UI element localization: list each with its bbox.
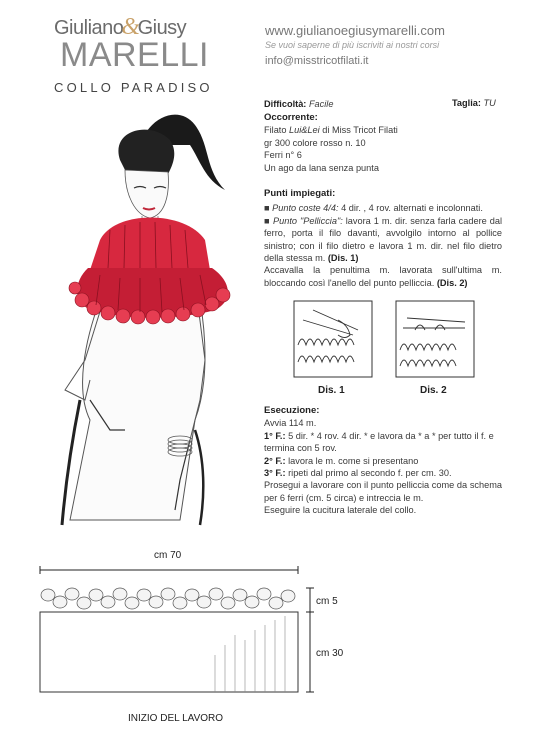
diagram-2-label: Dis. 2 — [420, 385, 447, 396]
finish-instructions: Eseguire la cucitura laterale del collo. — [264, 505, 417, 516]
schema-start-label: INIZIO DEL LAVORO — [128, 713, 224, 724]
diagram-1 — [293, 300, 373, 378]
knitting-schema — [30, 560, 330, 705]
fur-stitch: ■ Punto "Pelliccia": lavora 1 m. dir. senza farla cadere dal ferro, porta il filo davanti, avvolgilo intorno al pollice sinistro; con il filo dietro e lavora 1 m. dir. nel filo dietro della stessa m. (Dis. 1) — [264, 215, 502, 264]
course-subtitle: Se vuoi saperne di più iscriviti ai nostri corsi — [265, 40, 440, 50]
cast-on: Avvia 114 m. — [264, 418, 317, 429]
brand-line1: Giuliano&Giusy — [54, 14, 187, 40]
materials-weight: gr 300 colore rosso n. 10 — [264, 137, 366, 148]
schema-top-band-label: cm 5 — [316, 596, 338, 607]
materials-yarn: Filato Lui&Lei di Miss Tricot Filati — [264, 125, 398, 136]
fur-stitch-continued: Accavalla la penultima m. lavorata sull'ultima m. bloccando così l'anello del punto pelliccia. (Dis. 2) — [264, 265, 502, 288]
execution-section — [264, 405, 502, 517]
size-value: TU — [483, 98, 496, 108]
diagram-2 — [395, 300, 475, 378]
execution-heading: Esecuzione: — [264, 405, 320, 416]
difficulty-value: Facile — [308, 99, 334, 109]
diagram-1-label: Dis. 1 — [318, 385, 345, 396]
brand-logo: MARELLI — [60, 36, 209, 74]
stitches-heading: Punti impiegati: — [264, 188, 336, 199]
fashion-illustration — [30, 100, 255, 540]
pattern-title: COLLO PARADISO — [54, 80, 213, 95]
brand-ampersand: & — [121, 14, 140, 40]
materials-section — [264, 112, 502, 174]
email-link[interactable]: info@misstricotfilati.it — [265, 55, 369, 67]
materials-heading: Occorrente: — [264, 112, 318, 123]
materials-tool: Un ago da lana senza punta — [264, 162, 379, 173]
website-link[interactable]: www.giulianoegiusymarelli.com — [265, 23, 445, 38]
row-2: 2° F.: lavora le m. come si presentano — [264, 455, 419, 466]
row-3: 3° F.: ripeti dal primo al secondo f. per cm. 30. — [264, 468, 452, 479]
materials-needles: Ferri n° 6 — [264, 150, 302, 161]
row-1: 1° F.: 5 dir. * 4 rov. 4 dir. * e lavora da * a * per tutto il f. e termina con 5 rov. — [264, 430, 494, 454]
difficulty-row: Difficoltà: Facile — [264, 99, 334, 109]
rib-stitch: ■ Punto coste 4/4: 4 dir. , 4 rov. alternati e incolonnati. — [264, 203, 483, 214]
schema-width-label: cm 70 — [154, 550, 182, 561]
stitches-section — [264, 188, 502, 289]
size-row: Taglia: TU — [452, 98, 496, 108]
schema-body-label: cm 30 — [316, 648, 344, 659]
continue-instructions: Prosegui a lavorare con il punto pelliccia come da schema per 6 ferri (cm. 5 circa) e intreccia le m. — [264, 480, 502, 503]
